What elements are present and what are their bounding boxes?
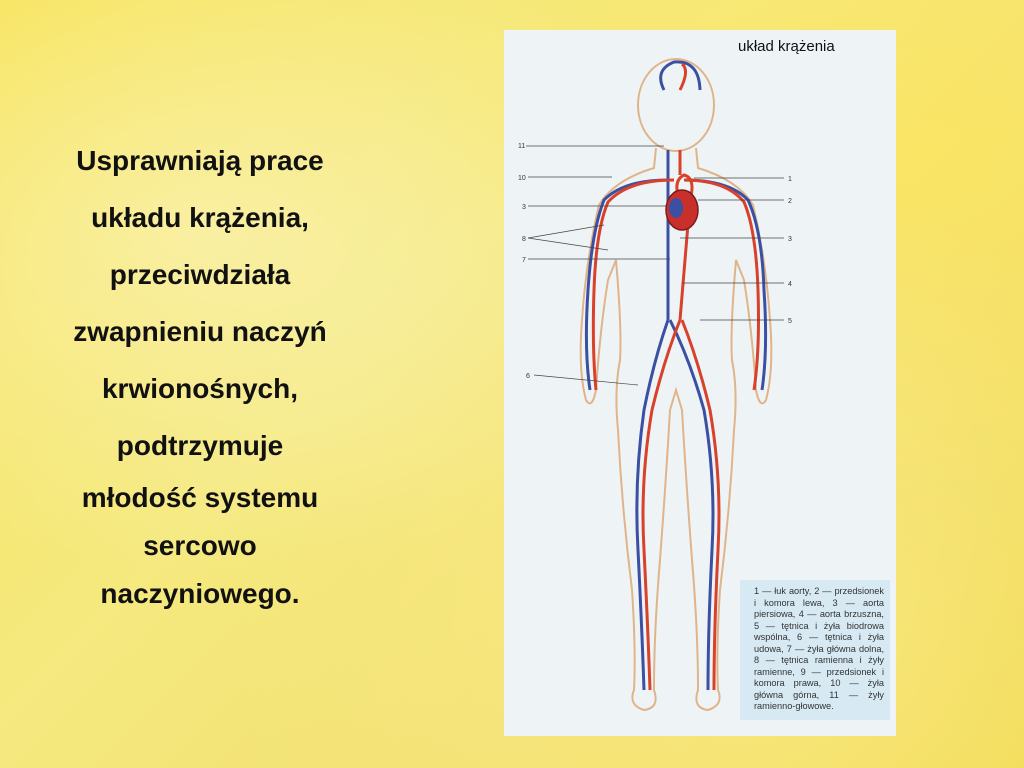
left-label-7: 7 xyxy=(522,257,526,264)
right-label-5: 5 xyxy=(788,318,792,325)
left-label-6: 6 xyxy=(526,373,530,380)
left-label-8: 8 xyxy=(522,236,526,243)
left-label-numbers xyxy=(518,143,530,380)
right-label-3: 3 xyxy=(788,236,792,243)
right-label-numbers xyxy=(788,176,792,325)
text-line-1: Usprawniają prace xyxy=(76,145,324,176)
circulatory-system-figure xyxy=(504,30,896,736)
right-label-2: 2 xyxy=(788,198,792,205)
slide-body-text xyxy=(30,132,370,618)
text-line-3: przeciwdziała xyxy=(109,259,291,290)
right-label-1: 1 xyxy=(788,176,792,183)
heart-shape xyxy=(666,190,698,230)
left-label-11: 11 xyxy=(518,143,526,150)
veins xyxy=(586,62,765,690)
text-line-6: podtrzymuje xyxy=(116,430,284,461)
left-label-3: 3 xyxy=(522,204,526,211)
right-label-4: 4 xyxy=(788,281,792,288)
text-line-8: sercowo xyxy=(143,530,257,561)
figure-legend: 1 — łuk aorty, 2 — przedsionek i komora lewa, 3 — aorta piersiowa, 4 — aorta brzuszna, 5 — tętnica i żyła biodrowa wspólna, 6 — tętnica i żyła udowa, 7 — żyła główna dolna, 8 — tętnica ramienna i żyły ramienne, 9 — przedsionek i komora prawa, 10 — żyła główna górna, 11 — żyły ramienno-głowowe. xyxy=(740,580,890,720)
left-label-10: 10 xyxy=(518,175,526,182)
text-line-4: zwapnieniu naczyń xyxy=(73,316,327,347)
text-line-9: naczyniowego. xyxy=(100,578,300,609)
figure-title: układ krążenia xyxy=(738,38,835,55)
text-line-5: krwionośnych, xyxy=(101,373,299,404)
text-line-7: młodość systemu xyxy=(81,482,319,513)
text-line-2: układu krążenia, xyxy=(91,202,309,233)
